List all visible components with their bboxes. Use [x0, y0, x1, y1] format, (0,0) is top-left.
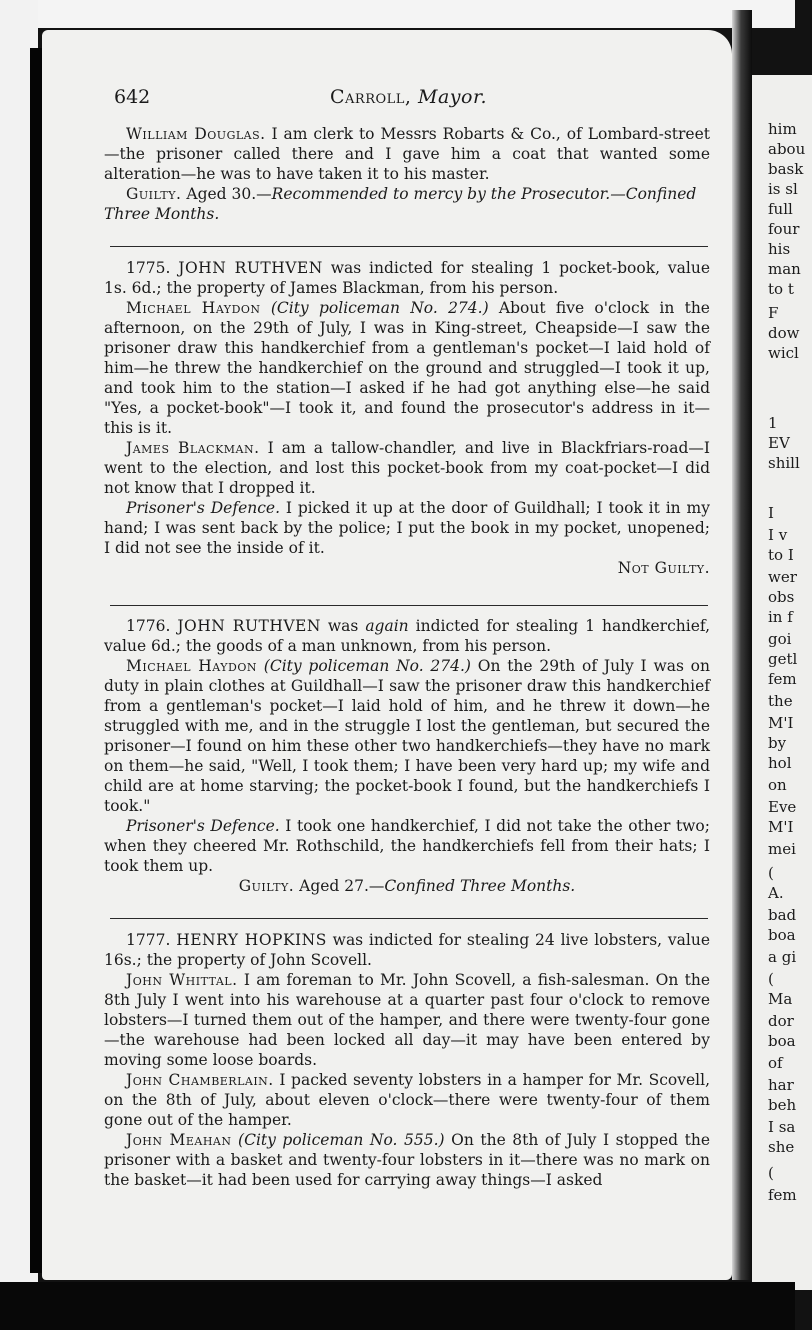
facing-page-text-fragment: Eve [768, 798, 797, 816]
again-emphasis: again [365, 617, 409, 635]
facing-page-text-fragment: by [768, 734, 787, 752]
facing-page-text-fragment: M'I [768, 714, 794, 732]
indictment: indicted for stealing 1 handkerchief, value 6d.; the goods of a man unknown, from his person. [104, 617, 710, 655]
facing-page-text-fragment: beh [768, 1096, 797, 1114]
facing-page-fragment [752, 75, 812, 1290]
facing-page-text-fragment: on [768, 776, 787, 794]
defence-label: Prisoner's Defence. [126, 499, 281, 517]
facing-page-text-fragment: hol [768, 754, 792, 772]
page-number: 642 [114, 86, 151, 108]
facing-page-text-fragment: F [768, 304, 779, 322]
witness-name: Michael Haydon [126, 299, 261, 317]
facing-page-text-fragment: I [768, 504, 774, 522]
defendant-name: JOHN RUTHVEN [178, 259, 323, 277]
witness-testimony: I am foreman to Mr. John Scovell, a fish-salesman. On the 8th July I went into his warehouse at a quarter past four o'clock to remove lobsters—I turned them out of the hamper, and there were twenty-four gone—the warehouse had been locked all day—it may have been entered by moving some loose boards. [104, 971, 710, 1069]
defendant-name: JOHN RUTHVEN [177, 617, 321, 635]
facing-page-text-fragment: mei [768, 840, 796, 858]
case-divider [110, 918, 708, 919]
witness-testimony: I am a tallow-chandler, and live in Blackfriars-road—I went to the election, and lost this pocket-book from my coat-pocket—I did not know that I dropped it. [104, 439, 711, 497]
facing-page-text-fragment: EV [768, 434, 790, 452]
case-divider [110, 605, 708, 606]
book-gutter [732, 10, 752, 1280]
defence-statement: I picked it up at the door of Guildhall; I took it in my hand; I was sent back by the police; I put the book in my pocket, unopened; I did not see the inside of it. [104, 499, 710, 557]
witness-testimony: About five o'clock in the afternoon, on the 29th of July, I was in King-street, Cheapside—I saw the prisoner draw this handkerchief from a gentleman's pocket—I laid hold of him—he threw the handkerchief on the ground and struggled—I took it up, and took him to the station—I asked if he had got anything else—he said "Yes, a pocket-book"—I took it, and found the prosecutor's address in it—this is it. [104, 299, 710, 437]
witness-role: (City policeman No. 274.) [270, 299, 489, 317]
case-1776 [104, 616, 710, 896]
running-title [330, 86, 487, 108]
facing-page-text-fragment: Ma [768, 990, 793, 1008]
witness-role: (City policeman No. 555.) [238, 1131, 445, 1149]
witness-testimony: I packed seventy lobsters in a hamper for Mr. Scovell, on the 8th of July, about eleven o'clock—there were twenty-four of them gone out of the hamper. [104, 1071, 711, 1129]
witness-name: James Blackman. [126, 439, 260, 457]
facing-page-text-fragment: in f [768, 608, 793, 626]
facing-page-text-fragment: M'I [768, 818, 794, 836]
case-number: 1775. [126, 259, 171, 277]
facing-page-text-fragment: 1 [768, 414, 778, 432]
facing-page-text-fragment: fem [768, 670, 797, 688]
scan-top-margin [0, 0, 795, 28]
facing-page-text-fragment: his [768, 240, 791, 258]
witness-testimony: On the 8th of July I stopped the prisoner with a basket and twenty-four lobsters in it—there was no mark on the basket—it had been used for carrying away things—I asked [104, 1131, 710, 1189]
witness-name: John Whittal. [126, 971, 238, 989]
witness-testimony: I am clerk to Messrs Robarts & Co., of Lombard-street—the prisoner called there and I gave him a coat that wanted some alteration—he was to have taken it to his master. [104, 125, 710, 183]
case-divider [110, 246, 708, 247]
facing-page-text-fragment: fem [768, 1186, 797, 1204]
facing-page-text-fragment: ( [768, 1164, 774, 1182]
witness-name: John Chamberlain. [126, 1071, 274, 1089]
facing-page-text-fragment: ( [768, 864, 774, 882]
case-1775 [104, 258, 710, 578]
facing-page-text-fragment: is sl [768, 180, 798, 198]
facing-page-text-fragment: goi [768, 630, 792, 648]
age: Aged 30.— [186, 185, 272, 203]
indictment: was indicted for stealing 1 pocket-book, value 1s. 6d.; the property of James Blackman, from his person. [104, 259, 710, 297]
facing-page-text-fragment: full [768, 200, 793, 218]
facing-page-text-fragment: obs [768, 588, 795, 606]
witness-name: John Meahan [126, 1131, 232, 1149]
previous-case-end [104, 124, 710, 224]
facing-page-text-fragment: dow [768, 324, 800, 342]
case-number: 1777. [126, 931, 171, 949]
verdict: Guilty. [238, 877, 295, 895]
facing-page-text-fragment: abou [768, 140, 806, 158]
facing-page-text-fragment: har [768, 1076, 794, 1094]
facing-page-text-fragment: dor [768, 1012, 794, 1030]
facing-page-text-fragment: wer [768, 568, 797, 586]
facing-page-text-fragment: bask [768, 160, 804, 178]
witness-role: (City policeman No. 274.) [263, 657, 471, 675]
facing-page-text-fragment: the [768, 692, 793, 710]
indictment-verb: was [327, 617, 359, 635]
sentence: Confined Three Months. [384, 877, 576, 895]
witness-name: Michael Haydon [126, 657, 258, 675]
facing-page-text-fragment: to t [768, 280, 794, 298]
mayor-role: Mayor. [418, 86, 488, 108]
verdict: Not Guilty. [617, 559, 710, 577]
facing-page-text-fragment: shill [768, 454, 800, 472]
running-head [110, 86, 710, 110]
verdict: Guilty. [126, 185, 182, 203]
facing-page-text-fragment: of [768, 1054, 783, 1072]
facing-page-text-fragment: I sa [768, 1118, 796, 1136]
facing-page-text-fragment: she [768, 1138, 795, 1156]
facing-page-text-fragment: A. [768, 884, 784, 902]
facing-page-text-fragment: getl [768, 650, 798, 668]
facing-page-text-fragment: boa [768, 1032, 796, 1050]
facing-page-text-fragment: bad [768, 906, 797, 924]
scan-bottom-margin [0, 1282, 795, 1330]
witness-name: William Douglas. [126, 125, 266, 143]
facing-page-text-fragment: man [768, 260, 801, 278]
defendant-name: HENRY HOPKINS [176, 931, 327, 949]
facing-page-text-fragment: I v [768, 526, 788, 544]
facing-page-text-fragment: boa [768, 926, 796, 944]
witness-testimony: On the 29th of July I was on duty in plain clothes at Guildhall—I saw the prisoner draw this handkerchief from a gentleman's pocket—I laid hold of him, and he threw it down—he struggled with me, and in the struggle I lost the gentleman, but secured the prisoner—I found on him these other two handkerchiefs—they have no mark on them—he said, "Well, I took them; I have been very hard up; my wife and child are at home starving; the pocket-book I found, but the handkerchiefs I took." [104, 657, 710, 815]
indictment: was indicted for stealing 24 live lobsters, value 16s.; the property of John Scovell. [104, 931, 710, 969]
case-1777 [104, 930, 710, 1190]
facing-page-text-fragment: to I [768, 546, 794, 564]
defence-statement: I took one handkerchief, I did not take the other two; when they cheered Mr. Rothschild, the handkerchiefs fell from their hats; I took them up. [104, 817, 710, 875]
facing-page-text-fragment: ( [768, 970, 774, 988]
case-number: 1776. [126, 617, 171, 635]
age: Aged 27.— [299, 877, 385, 895]
sentence: Recommended to mercy by the Prosecutor.—Confined Three Months. [104, 185, 697, 223]
facing-page-text-fragment: four [768, 220, 800, 238]
defence-label: Prisoner's Defence. [126, 817, 280, 835]
mayor-name: Carroll, [330, 86, 412, 108]
facing-page-text-fragment: a gi [768, 948, 797, 966]
facing-page-text-fragment: wicl [768, 344, 799, 362]
facing-page-text-fragment: him [768, 120, 797, 138]
